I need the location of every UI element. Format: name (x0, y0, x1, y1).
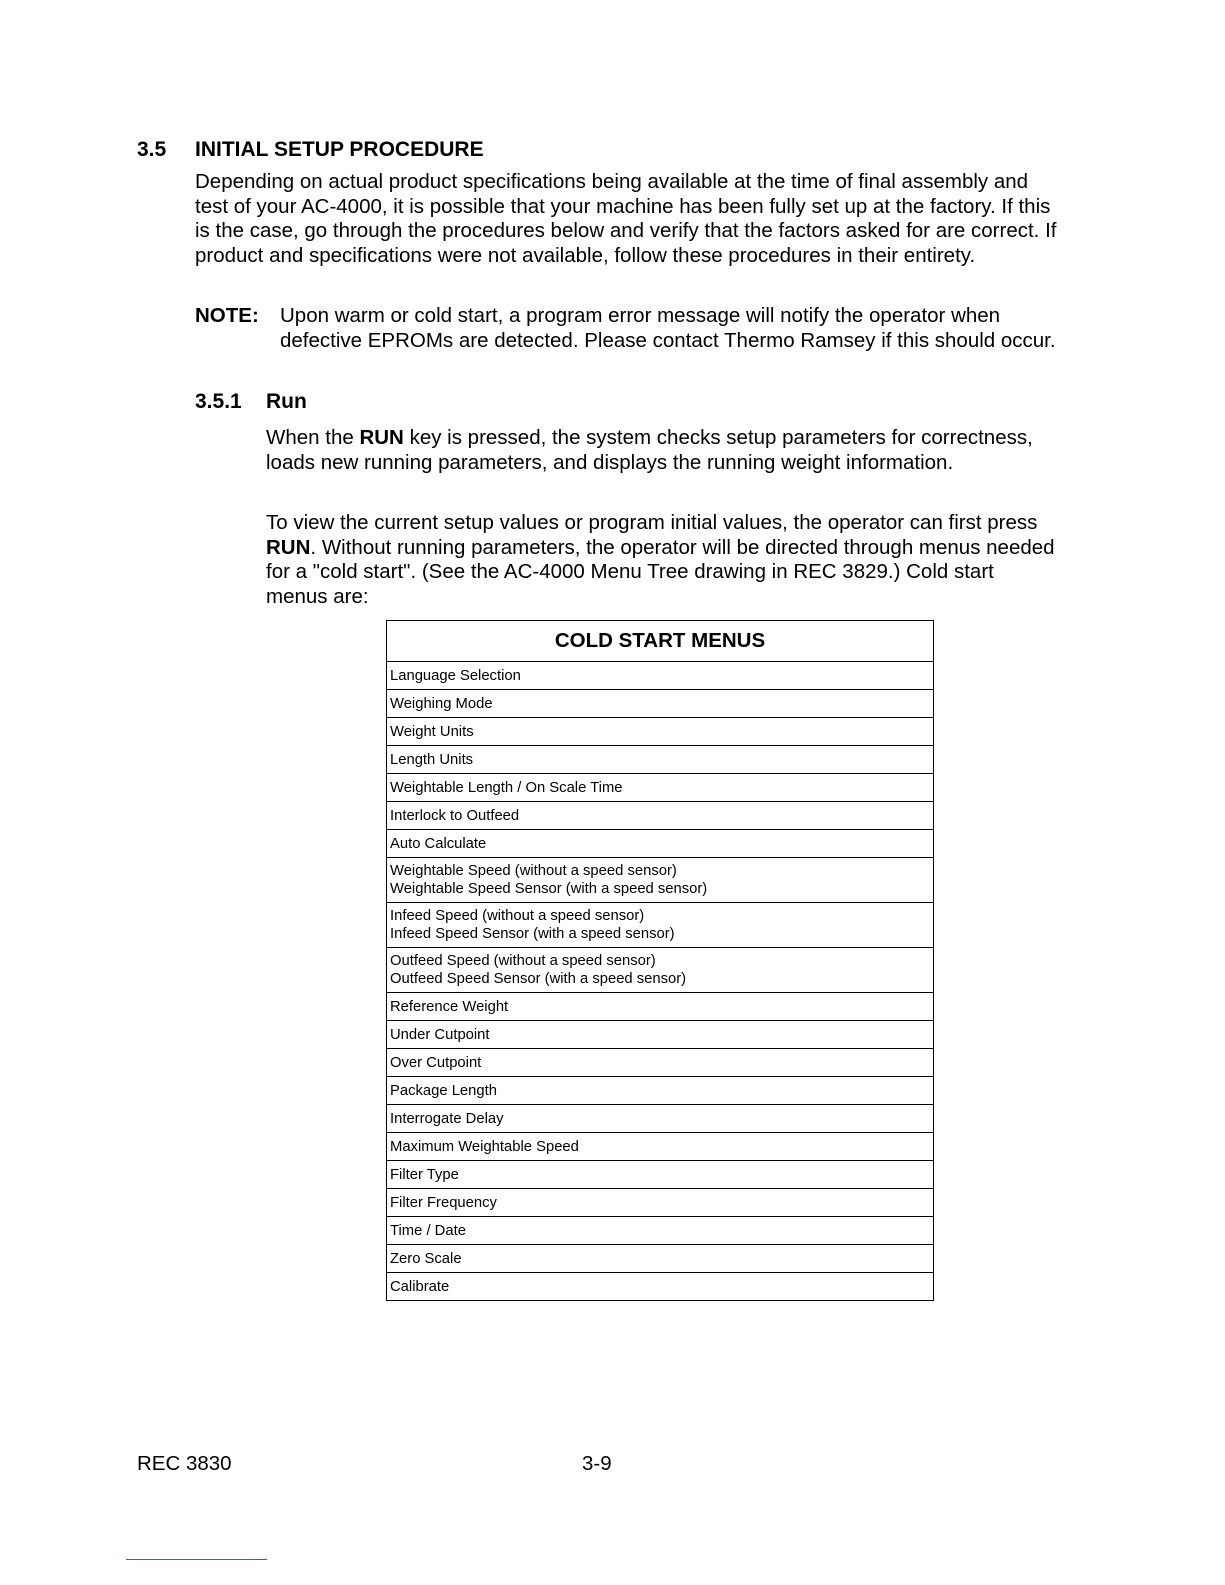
table-row (387, 690, 934, 718)
menu-item (387, 1245, 934, 1273)
table-row (387, 662, 934, 690)
table-row (387, 1217, 934, 1245)
menu-item (387, 746, 934, 774)
menu-item (387, 948, 934, 993)
table-row (387, 802, 934, 830)
table-row (387, 948, 934, 993)
menu-item-line: Over Cutpoint (390, 1054, 482, 1071)
menu-item-line: Weightable Length / On Scale Time (390, 779, 623, 796)
table-row (387, 718, 934, 746)
table-row (387, 746, 934, 774)
run-p2-after: . Without running parameters, the operator will be directed through menus needed for a "cold start". (See the AC-4000 Menu Tree drawing in REC 3829.) Cold start menus are: (266, 535, 1055, 608)
table-row (387, 1189, 934, 1217)
menu-item (387, 718, 934, 746)
menu-item-line: Outfeed Speed (without a speed sensor) (390, 953, 656, 969)
menu-item-line: Time / Date (390, 1222, 466, 1239)
intro-paragraph: Depending on actual product specifications being available at the time of final assembly and test of your AC-4000, it is possible that your machine has been fully set up at the factory. If this is the case, go through the procedures below and verify that the factors asked for are correct. If product and specifications were not available, follow these procedures in their entirety. (195, 170, 1057, 267)
table-row (387, 993, 934, 1021)
menu-item (387, 774, 934, 802)
menu-item (387, 830, 934, 858)
table-body (387, 662, 934, 1301)
table-header-row (387, 621, 934, 662)
table-row (387, 774, 934, 802)
menu-item-line: Infeed Speed (without a speed sensor) (390, 908, 645, 924)
table-row (387, 1021, 934, 1049)
section-title: INITIAL SETUP PROCEDURE (195, 138, 484, 161)
menu-item (387, 690, 934, 718)
menu-item-line: Calibrate (390, 1278, 450, 1295)
menu-item-line: Under Cutpoint (390, 1026, 490, 1043)
menu-item-line: Package Length (390, 1082, 497, 1099)
run-p1-before: When the (266, 426, 360, 449)
note-text: Upon warm or cold start, a program error message will notify the operator when defective EPROMs are detected. Please contact Thermo Ramsey if this should occur. (280, 304, 1056, 352)
footer-doc-id: REC 3830 (137, 1452, 232, 1475)
menu-item-line: Filter Type (390, 1166, 459, 1183)
table-row (387, 1049, 934, 1077)
menu-item-line: Language Selection (390, 667, 521, 684)
menu-item (387, 1273, 934, 1301)
section-number: 3.5 (137, 138, 167, 161)
menu-item-line: Filter Frequency (390, 1194, 497, 1211)
menu-item (387, 903, 934, 948)
subsection-number: 3.5.1 (195, 390, 242, 413)
menu-item-line: Length Units (390, 751, 474, 768)
table-row (387, 1077, 934, 1105)
menu-item (387, 1021, 934, 1049)
menu-item-line: Weight Units (390, 723, 474, 740)
table-row (387, 830, 934, 858)
table-row (387, 1133, 934, 1161)
menu-item-line: Zero Scale (390, 1250, 462, 1267)
note-label: NOTE: (195, 304, 259, 327)
table-row (387, 1161, 934, 1189)
run-paragraph-2 (266, 511, 1056, 609)
menu-item-line: Interrogate Delay (390, 1110, 504, 1127)
menu-item (387, 1049, 934, 1077)
menu-item-line: Auto Calculate (390, 835, 487, 852)
menu-item (387, 858, 934, 903)
menu-item (387, 662, 934, 690)
table-row (387, 1273, 934, 1301)
menu-item-line: Reference Weight (390, 998, 509, 1015)
cold-start-menus-table (386, 620, 934, 1301)
run-key-label-2: RUN (266, 535, 311, 559)
table-header: COLD START MENUS (387, 621, 934, 662)
table-row (387, 858, 934, 903)
run-paragraph-1 (266, 426, 1056, 475)
menu-item-line: Maximum Weightable Speed (390, 1138, 579, 1155)
subsection-title: Run (266, 390, 307, 413)
menu-item-line: Weighing Mode (390, 695, 493, 712)
footer-page-number: 3-9 (582, 1452, 612, 1475)
menu-item (387, 1077, 934, 1105)
menu-item-line: Interlock to Outfeed (390, 807, 520, 824)
menu-item (387, 993, 934, 1021)
menu-item (387, 1133, 934, 1161)
table-row (387, 1245, 934, 1273)
menu-item-line: Weightable Speed Sensor (with a speed sensor) (390, 881, 708, 897)
menu-item-line: Weightable Speed (without a speed sensor) (390, 863, 677, 879)
run-p2-before: To view the current setup values or program initial values, the operator can first press (266, 511, 1038, 534)
menu-item-line: Infeed Speed Sensor (with a speed sensor) (390, 926, 675, 942)
menu-item (387, 1105, 934, 1133)
run-p1-after: key is pressed, the system checks setup parameters for correctness, loads new running parameters, and displays the running weight information. (266, 426, 1033, 474)
menu-item (387, 1189, 934, 1217)
table-row (387, 1105, 934, 1133)
menu-item-line: Outfeed Speed Sensor (with a speed sensor) (390, 971, 687, 987)
menu-item (387, 1217, 934, 1245)
bottom-rule (126, 1559, 267, 1560)
menu-item (387, 802, 934, 830)
run-key-label: RUN (359, 426, 404, 449)
menu-item (387, 1161, 934, 1189)
table-row (387, 903, 934, 948)
